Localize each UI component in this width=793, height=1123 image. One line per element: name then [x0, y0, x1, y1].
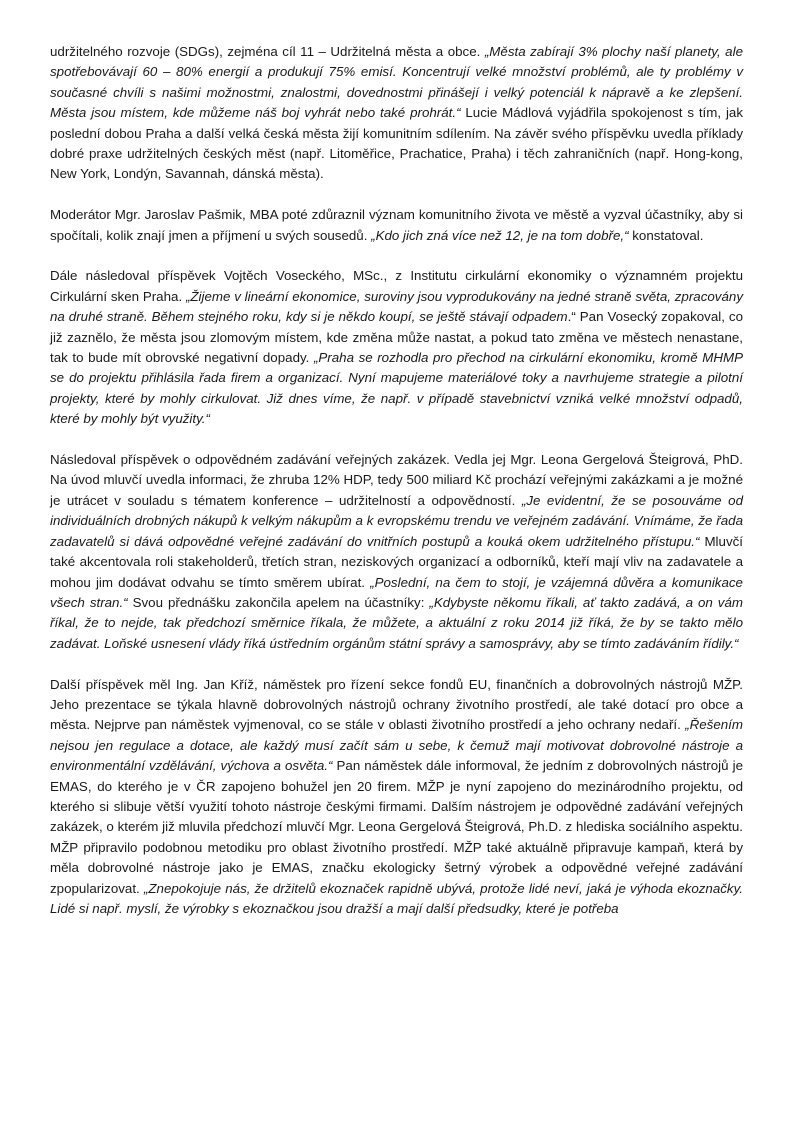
paragraph-2-text-2: konstatoval. — [628, 227, 704, 243]
paragraph-3-text-2: .“ Pan Vosecký zopakoval, co již zaznělo, že města jsou zlomovým místem, kde změna může nastat, a pokud tato změna ve městech nenastane, tak to bude mít obrovské negativní dopady. — [50, 309, 743, 366]
paragraph-4-quote-1: „Je evidentní, že se posouváme od individuálních drobných nákupů k velkým nákupům a k evropskému trendu ve veřejném zadávání. Vnímáme, že řada zadavatelů si dává odpovědné veřejné zadávání do vnitřních postupů a kouká okem udržitelného přístupu.“ — [50, 492, 743, 549]
paragraph-4-text-1: Následoval příspěvek o odpovědném zadávání veřejných zakázek. Vedla jej Mgr. Leona Gergelová Šteigrová, PhD. Na úvod mluvčí uvedla informaci, že zhruba 12% HDP, tedy 500 miliard Kč prochází veřejnými zakázkami a je možné je utrácet v souladu s tématem konference – udržitelností a odpovědností. — [50, 452, 743, 508]
paragraph-1-text-1: udržitelného rozvoje (SDGs), zejména cíl 11 – Udržitelná města a obce. — [50, 44, 485, 59]
paragraph-4-text-3: Svou přednášku zakončila apelem na účastníky: — [127, 594, 430, 610]
paragraph-3-quote-2: „Praha se rozhodla pro přechod na cirkulární ekonomiku, kromě MHMP se do projektu přihlásila řada firem a organizací. Nyní mapujeme materiálové toky a navrhujeme strategie a pilotní projekty, které by mohly cirkulovat. Již dnes víme, že např. v případě stavebnictví vzniká velké množství odpadů, které by mohly být využity.“ — [50, 350, 743, 427]
paragraph-2-quote-1: „Kdo jich zná více než 12, je na tom dobře,“ — [371, 227, 629, 243]
paragraph-5 — [50, 675, 743, 920]
paragraph-2 — [50, 205, 743, 246]
paragraph-3-quote-1: „Žijeme v lineární ekonomice, suroviny jsou vyprodukovány na jedné straně světa, zpracovány na druhé straně. Během stejného roku, kdy si je někdo koupí, se ještě stávají odpadem — [50, 288, 743, 325]
paragraph-2-text-1: Moderátor Mgr. Jaroslav Pašmik, MBA poté zdůraznil význam komunitního života ve městě a vyzval účastníky, aby si spočítali, kolik znají jmen a příjmení u svých sousedů. — [50, 207, 743, 243]
paragraph-4-quote-3: „Kdybyste někomu říkali, ať takto zadává, a on vám říkal, že to nejde, tak předchozí směrnice říkala, že můžete, a aktuální z roku 2014 již říká, že by se takto mělo zadávat. Loňské usnesení vlády říká ústředním orgánům státní správy a samosprávy, aby se tímto zadáváním řídily.“ — [50, 594, 743, 651]
paragraph-1 — [50, 42, 743, 185]
paragraph-3-text-1: Dále následoval příspěvek Vojtěch Voseckého, MSc., z Institutu cirkulární ekonomiky o významném projektu Cirkulární sken Praha. — [50, 268, 743, 304]
paragraph-1-quote-1: „Města zabírají 3% plochy naší planety, ale spotřebovávají 60 – 80% energií a produkují 75% emisí. Koncentrují velké množství problémů, ale ty problémy v současné chvíli s našimi možnostmi, znalostmi, dovednostmi přinášejí i velký potenciál k nápravě a ke zlepšení. Města jsou místem, kde můžeme náš boj vyhrát nebo také prohrát.“ — [50, 44, 743, 121]
paragraph-4-quote-2: „Poslední, na čem to stojí, je vzájemná důvěra a komunikace všech stran.“ — [50, 574, 743, 610]
paragraph-5-text-2: Pan náměstek dále informoval, že jedním z dobrovolných nástrojů je EMAS, do kterého je v ČR zapojeno bohužel jen 20 firem. MŽP je nyní zapojeno do mezinárodního projektu, od kterého si slibuje větší využití tohoto nástroje českými firmami. Dalším nástrojem je odpovědné zadávání veřejných zakázek, o kterém již mluvila předchozí mluvčí Mgr. Leona Gergelová Šteigrová, Ph.D. z hlediska sociálního aspektu. MŽP připravilo podobnou metodiku pro oblast životního prostředí. MŽP také aktuálně připravuje kampaň, která by měla dobrovolné nástroje jako je EMAS, značku ekologicky šetrný výrobek a odpovědné veřejné zadávání zpopularizovat. — [50, 758, 743, 896]
paragraph-1-text-2: Lucie Mádlová vyjádřila spokojenost s tím, jak poslední dobou Praha a další velká česká města žijí komunitním sdílením. Na závěr svého příspěvku uvedla příklady dobré praxe udržitelných českých měst (např. Litoměřice, Prachatice, Praha) i těch zahraničních (např. Hong-kong, New York, Londýn, Savannah, dánská města). — [50, 105, 743, 182]
paragraph-5-quote-1: „Řešením nejsou jen regulace a dotace, ale každý musí začít sám u sebe, k čemuž mají motivovat dobrovolné nástroje a environmentální vzdělávání, výchova a osvěta.“ — [50, 717, 743, 774]
paragraph-5-text-1: Další příspěvek měl Ing. Jan Kříž, náměstek pro řízení sekce fondů EU, finančních a dobrovolných nástrojů MŽP. Jeho prezentace se týkala hlavně dobrovolných nástrojů ochrany životního prostředí, ale také dotací pro obce a města. Nejprve pan náměstek vyjmenoval, co se stále v oblasti životního prostředí a jeho ochrany nedaří. — [50, 676, 743, 733]
paragraph-5-quote-2: „Znepokojuje nás, že držitelů ekoznaček rapidně ubývá, protože lidé neví, jaká je výhoda ekoznačky. Lidé si např. myslí, že výrobky s ekoznačkou jsou dražší a mají další předsudky, které je potřeba — [50, 880, 743, 916]
paragraph-4 — [50, 450, 743, 654]
paragraph-3 — [50, 266, 743, 429]
paragraph-4-text-2: Mluvčí také akcentovala roli stakeholderů, třetích stran, neziskových organizací a odborníků, kteří mají vliv na zadavatele a mohou jim dodávat odvahu se tímto směrem ubírat. — [50, 533, 743, 590]
